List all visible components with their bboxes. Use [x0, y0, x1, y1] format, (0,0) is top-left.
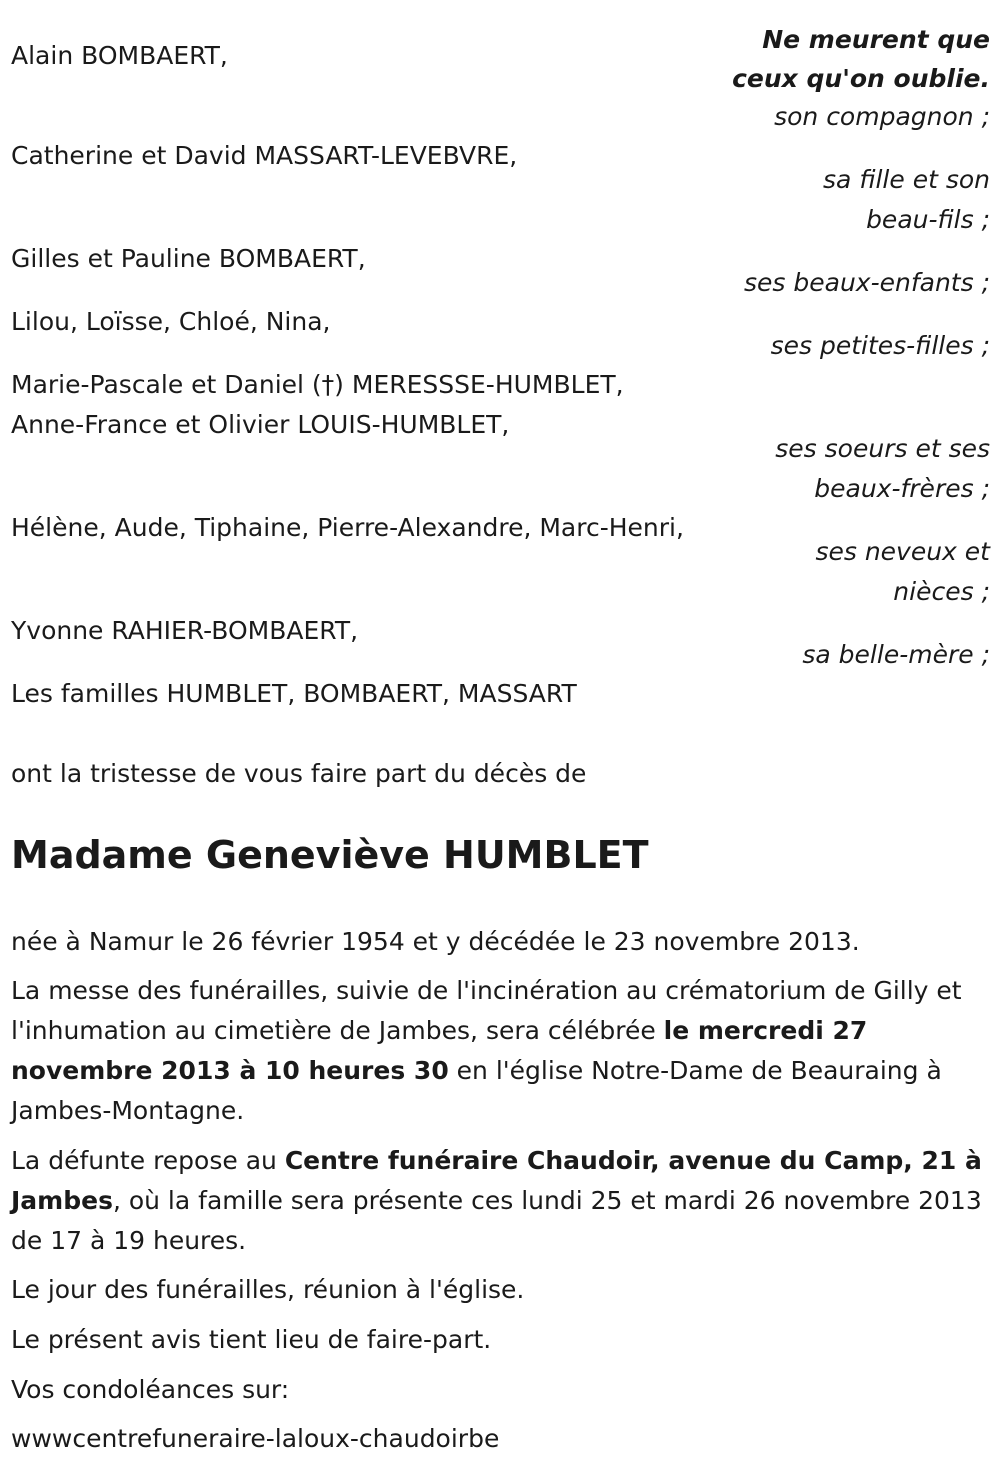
family-relation-4: ses petites-filles ; — [770, 331, 990, 360]
family-relation-7: sa belle-mère ; — [802, 640, 990, 669]
family-names-5-line-1: Marie-Pascale et Daniel (†) MERESSSE-HUMBLET, — [11, 370, 624, 399]
funeral-date: le mercredi 27 novembre 2013 à 10 heures 30 — [11, 1016, 868, 1085]
family-relation-2-line-1: sa fille et son — [823, 165, 990, 194]
website-link[interactable]: wwwcentrefuneraire-laloux-chaudoirbe — [11, 1424, 500, 1453]
funeral-text-after: en l'église Notre-Dame de Beauraing à Jambes-Montagne. — [11, 1056, 942, 1125]
family-relation-1: son compagnon ; — [774, 102, 990, 131]
birth-death-text: née à Namur le 26 février 1954 et y décédée le 23 novembre 2013. — [11, 927, 860, 956]
rest-paragraph — [11, 1141, 986, 1261]
announcement-text: ont la tristesse de vous faire part du décès de — [11, 759, 587, 788]
family-relation-6-line-2: nièces ; — [893, 577, 990, 606]
family-names-1: Alain BOMBAERT, — [11, 41, 228, 70]
family-names-4: Lilou, Loïsse, Chloé, Nina, — [11, 307, 331, 336]
family-names-5-line-2: Anne-France et Olivier LOUIS-HUMBLET, — [11, 410, 510, 439]
family-relation-5-line-1: ses soeurs et ses — [775, 434, 990, 463]
funeral-paragraph — [11, 971, 986, 1131]
notice-text: Le présent avis tient lieu de faire-part. — [11, 1325, 492, 1354]
rest-place: Centre funéraire Chaudoir, avenue du Camp, 21 à Jambes — [11, 1146, 982, 1215]
family-names-2: Catherine et David MASSART-LEVEBVRE, — [11, 141, 518, 170]
family-relation-5-line-2: beaux-frères ; — [814, 474, 990, 503]
deceased-name: Madame Geneviève HUMBLET — [11, 833, 649, 877]
motto-line-1: Ne meurent que — [762, 25, 990, 54]
family-relation-6-line-1: ses neveux et — [815, 537, 990, 566]
funeral-text-before: La messe des funérailles, suivie de l'incinération au crématorium de Gilly et l'inhumation au cimetière de Jambes, sera célébrée — [11, 976, 962, 1045]
family-names-8: Les familles HUMBLET, BOMBAERT, MASSART — [11, 679, 577, 708]
family-names-7: Yvonne RAHIER-BOMBAERT, — [11, 616, 359, 645]
motto-line-2: ceux qu'on oublie. — [732, 64, 990, 93]
rest-text-after: , où la famille sera présente ces lundi 25 et mardi 26 novembre 2013 de 17 à 19 heures. — [11, 1186, 982, 1255]
family-relation-3: ses beaux-enfants ; — [744, 268, 990, 297]
rest-text-before: La défunte repose au — [11, 1146, 285, 1175]
family-relation-2-line-2: beau-fils ; — [866, 205, 990, 234]
family-names-6: Hélène, Aude, Tiphaine, Pierre-Alexandre, Marc-Henri, — [11, 513, 684, 542]
gathering-text: Le jour des funérailles, réunion à l'église. — [11, 1275, 525, 1304]
condolences-label: Vos condoléances sur: — [11, 1375, 290, 1404]
family-names-3: Gilles et Pauline BOMBAERT, — [11, 244, 366, 273]
